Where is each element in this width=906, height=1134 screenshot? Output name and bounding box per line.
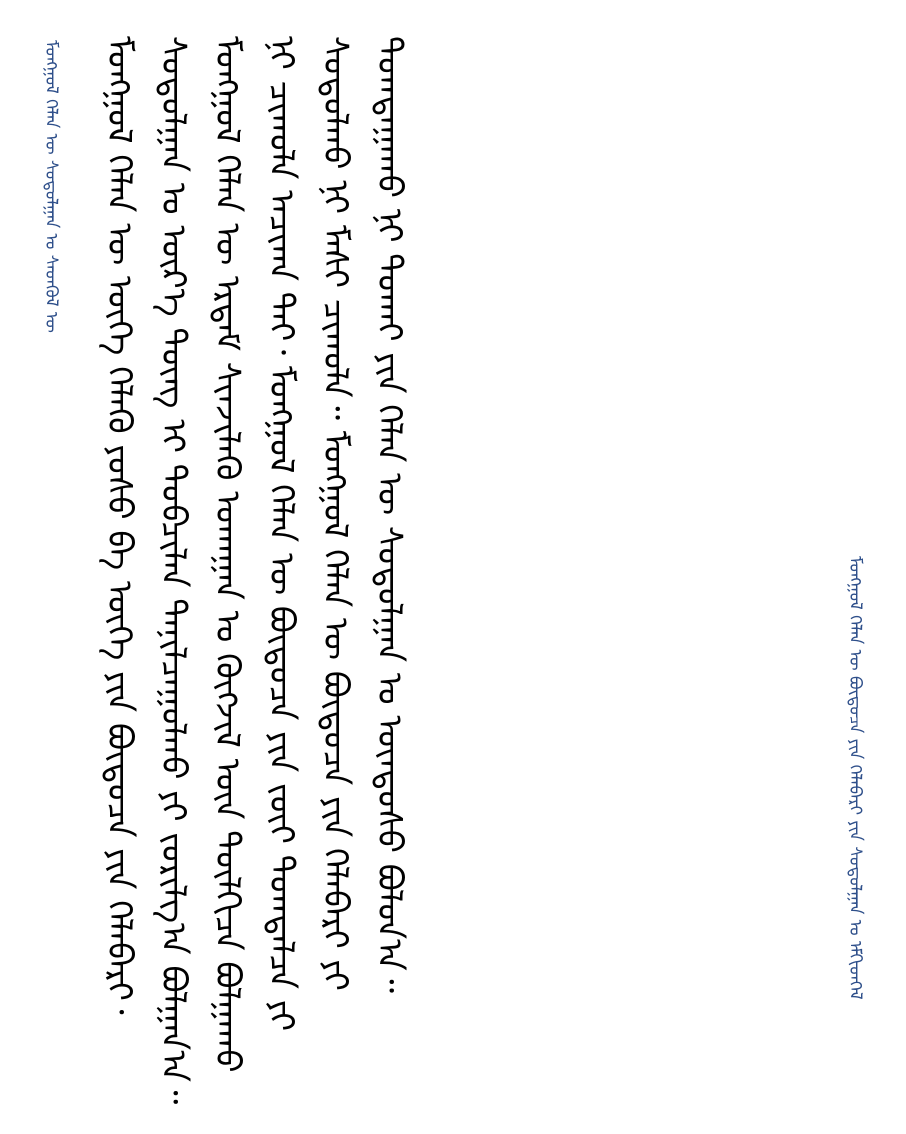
running-header: ᠮᠣᠩᠭᠣᠯ ᠬᠡᠯᠡᠨ ᠦ ᠰᠤᠳᠤᠯᠭᠠᠨ ᠤ ᠰᠡᠳᠬᠦᠯ ᠦ (41, 40, 61, 333)
body-paragraph: ᠮᠣᠩᠭᠣᠯ ᠬᠡᠯᠡᠨ ᠦ ᠦᠭᠡ ᠬᠡᠯᠡᠬᠦ ᠶᠤᠰᠤ ᠪᠠ ᠦᠭᠡ ᠶᠢᠨ ᠪᠦᠲᠦᠴᠡ ᠶᠢᠨ ᠬᠡᠯᠡᠪᠡᠷᠢ᠂ ᠰᠤᠳᠤᠯᠭᠠᠨ ᠤ ᠦᠷ᠎ᠡ ᠳᠦᠩ ᠢ ᠲᠣᠪᠴᠢᠯᠠᠨ ᠲᠠᠨᠢᠯᠴᠠᠭᠤᠯᠬᠤ ᠶᠢ ᠵᠣᠷᠢᠯᠭ᠎ᠠ ᠪᠣᠯᠭᠠᠨ᠎ᠠ᠃ ᠮᠣᠩᠭᠣᠯ ᠬᠡᠯᠡᠨ ᠦ ᠡᠷᠳᠡᠮ ᠰᠢᠨᠵᠢᠯᠡᠬᠦ ᠤᠬᠠᠭᠠᠨ ᠤ ᠬᠥᠭᠵᠢᠯ ᠦᠨ ᠲᠦᠯᠬᠢᠴᠡ ᠪᠣᠯᠭᠠᠬᠤ ᠨᠢ ᠴᠢᠬᠤᠯᠠ ᠠᠴᠢᠬᠠ ᠲᠠᠢ᠂ ᠮᠣᠩᠭᠣᠯ ᠬᠡᠯᠡᠨ ᠦ ᠪᠦᠲᠦᠴᠡ ᠶᠢᠨ ᠵᠦᠢ ᠲᠣᠭᠲᠠᠯᠴᠠ ᠶᠢ ᠰᠤᠳᠤᠯᠬᠤ ᠨᠢ ᠮᠠᠰᠢ ᠴᠢᠬᠤᠯᠠ᠃ ᠮᠣᠩᠭᠣᠯ ᠬᠡᠯᠡᠨ ᠦ ᠪᠦᠲᠦᠴᠡ ᠶᠢᠨ ᠬᠡᠯᠡᠪᠡᠷᠢ ᠶᠢ ᠲᠣᠭᠲᠠᠭᠠᠬᠤ ᠨᠢ ᠲᠤᠬᠠᠢ ᠶᠢᠨ ᠬᠡᠯᠡᠨ ᠦ ᠰᠤᠳᠤᠯᠭᠠᠨ ᠤ ᠦᠨᠳᠦᠰᠦ ᠪᠣᠯᠤᠨ᠎ᠠ᠃ (99, 36, 409, 1105)
running-footer: ᠮᠣᠩᠭᠣᠯ ᠬᠡᠯᠡᠨ ᠦ ᠪᠦᠲᠦᠴᠡ ᠶᠢᠨ ᠬᠡᠯᠡᠪᠡᠷᠢ ᠶᠢᠨ ᠰᠤᠳᠤᠯᠭᠠᠨ ᠤ ᠡᠮᠬᠢᠳᠬᠡᠯ (845, 556, 865, 1000)
